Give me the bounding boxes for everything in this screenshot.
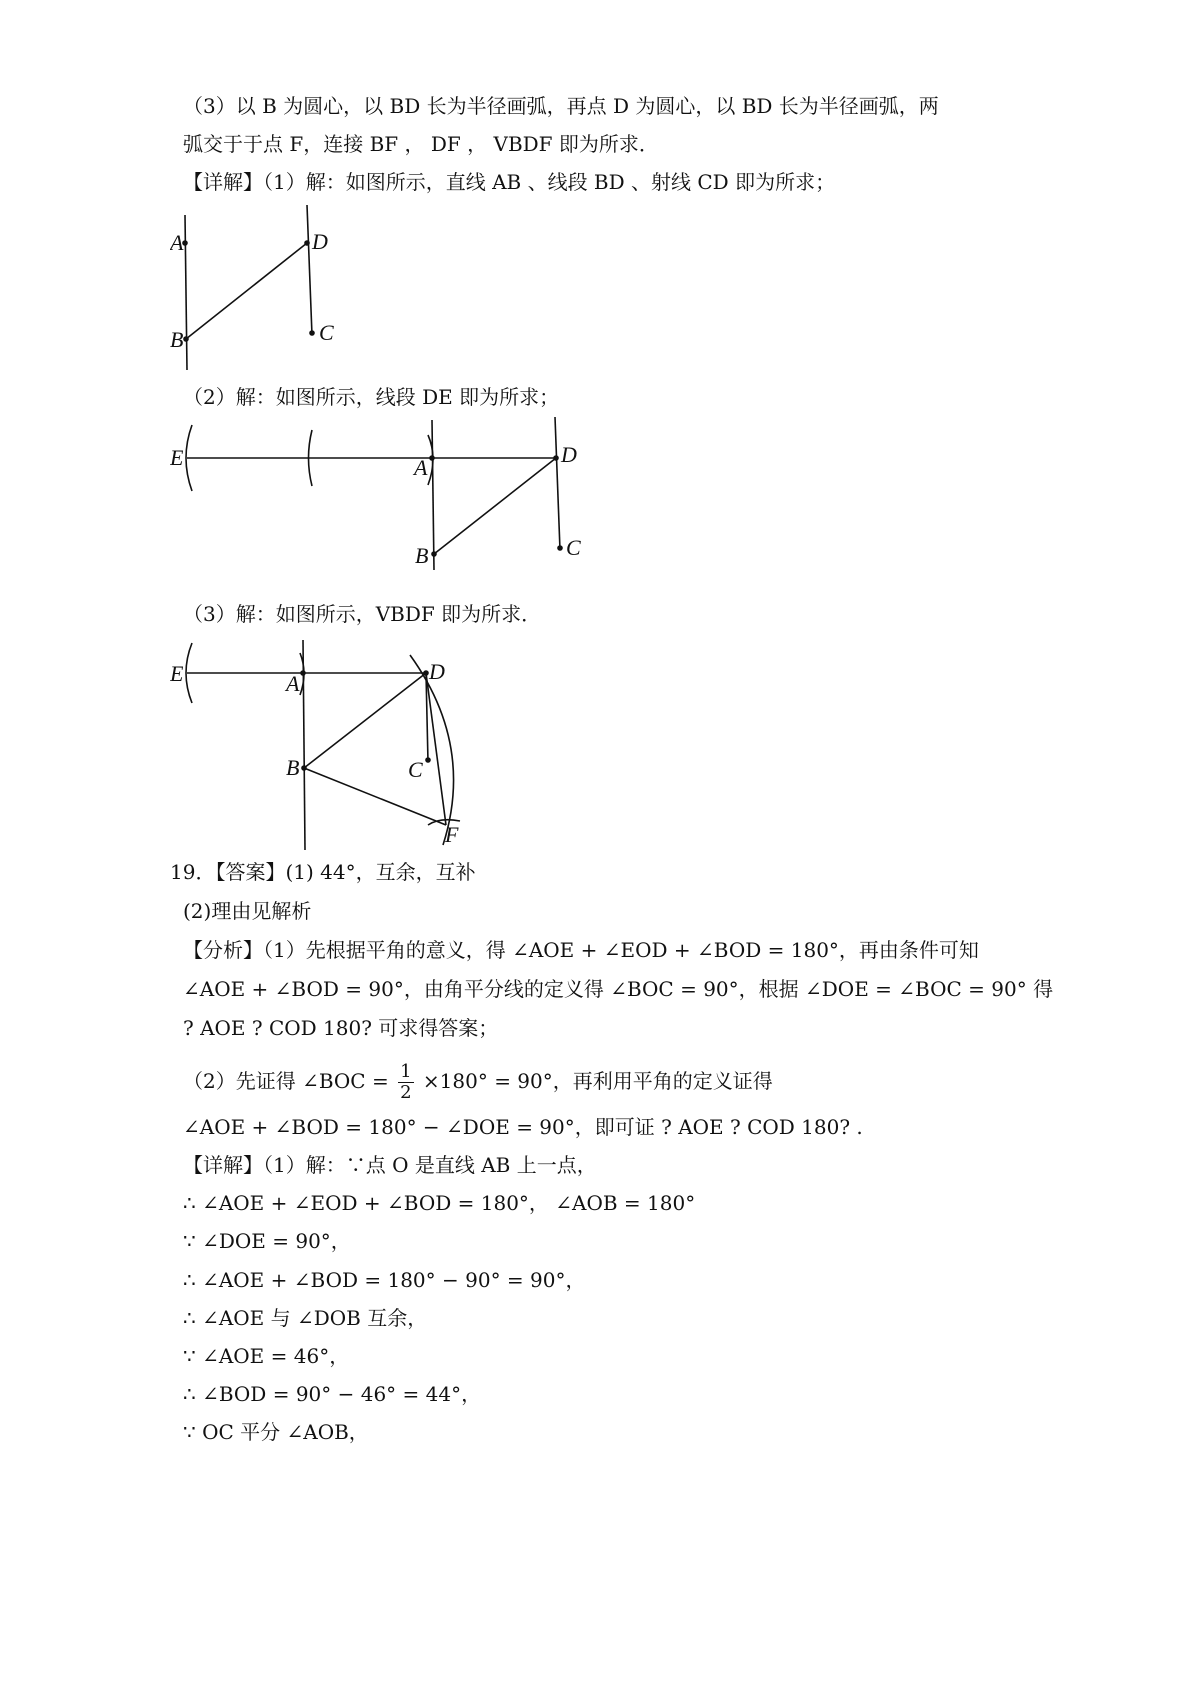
segment-bd — [434, 458, 556, 554]
label-c: C — [319, 320, 334, 345]
ray-cd — [307, 205, 312, 335]
ray-cd — [555, 417, 560, 550]
point-d — [304, 240, 310, 246]
label-b: B — [170, 327, 184, 352]
figure-2 — [170, 415, 620, 579]
text-line-9: ∠AOE + ∠BOD = 90°，由角平分线的定义得 ∠BOC = 90°，根据 ∠DOE = ∠BOC = 90° 得 — [183, 977, 1054, 1001]
text-line-17: ∴ ∠AOE 与 ∠DOB 互余， — [183, 1306, 428, 1330]
point-a — [300, 670, 306, 676]
text-line-7: (2)理由见解析 — [183, 899, 312, 923]
fraction — [398, 1062, 413, 1103]
text-line-4: （2）解：如图所示，线段 DE 即为所求； — [183, 385, 560, 409]
point-b — [183, 336, 189, 342]
text-line-16: ∴ ∠AOE + ∠BOD = 180° − 90° = 90°， — [183, 1268, 586, 1292]
label-f: F — [445, 822, 459, 847]
segment-bf — [304, 768, 446, 825]
text-line-20: ∵ OC 平分 ∠AOB， — [183, 1420, 369, 1444]
figure-1 — [170, 200, 390, 379]
text-line-11 — [183, 1062, 773, 1103]
point-d — [423, 670, 429, 676]
text-line-14: ∴ ∠AOE + ∠EOD + ∠BOD = 180°， ∠AOB = 180° — [183, 1191, 696, 1215]
label-a: A — [414, 455, 428, 480]
text-line-8: 【分析】（1）先根据平角的意义，得 ∠AOE + ∠EOD + ∠BOD = 180°，再由条件可知 — [183, 938, 979, 962]
point-a — [429, 455, 435, 461]
segment-bd — [186, 243, 307, 339]
text-line-5: （3）解：如图所示，VBDF 即为所求． — [183, 602, 542, 626]
text-line-10: ? AOE ? COD 180? 可求得答案； — [183, 1016, 499, 1040]
label-d: D — [561, 442, 577, 467]
text-line-15: ∵ ∠DOE = 90°， — [183, 1229, 351, 1253]
label-b: B — [415, 543, 429, 568]
label-a: A — [170, 230, 184, 255]
figure-1-diagram — [170, 200, 390, 375]
label-b: B — [286, 755, 300, 780]
label-d: D — [429, 659, 445, 684]
line-ab — [185, 215, 187, 370]
text-line-18: ∵ ∠AOE = 46°， — [183, 1344, 350, 1368]
label-e: E — [170, 445, 184, 470]
text-line-13: 【详解】（1）解：∵点 O 是直线 AB 上一点， — [183, 1153, 597, 1177]
text-line-11-b: ×180° = 90°，再利用平角的定义证得 — [422, 1069, 773, 1093]
text-line-3: 【详解】（1）解：如图所示，直线 AB 、线段 BD 、射线 CD 即为所求； — [183, 170, 836, 194]
text-line-1: （3）以 B 为圆心，以 BD 长为半径画弧，再点 D 为圆心，以 BD 长为半径画弧，两 — [183, 94, 939, 118]
figure-2-diagram — [170, 415, 620, 575]
label-c: C — [408, 757, 423, 782]
fraction-numerator: 1 — [400, 1061, 412, 1082]
point-c — [425, 757, 431, 763]
fraction-denominator: 2 — [400, 1082, 412, 1103]
segment-bd — [304, 673, 426, 768]
answer-heading: 19．【答案】(1) 44°，互余，互补 — [170, 860, 476, 884]
point-c — [557, 545, 563, 551]
point-d — [553, 455, 559, 461]
label-c: C — [566, 535, 581, 560]
text-line-12: ∠AOE + ∠BOD = 180° − ∠DOE = 90°，即可证 ? AOE ? COD 180? . — [183, 1115, 863, 1139]
label-e: E — [170, 661, 184, 686]
label-a: A — [286, 671, 300, 696]
figure-3 — [170, 635, 510, 854]
line-ab — [432, 420, 434, 570]
point-b — [301, 765, 307, 771]
point-c — [309, 330, 315, 336]
point-b — [431, 551, 437, 557]
text-line-2: 弧交于于点 F，连接 BF ， DF ， VBDF 即为所求． — [183, 132, 659, 156]
segment-df — [426, 673, 446, 825]
label-d: D — [312, 229, 328, 254]
text-line-11-a: （2）先证得 ∠BOC = — [183, 1069, 389, 1093]
text-line-19: ∴ ∠BOD = 90° − 46° = 44°， — [183, 1382, 482, 1406]
figure-3-diagram — [170, 635, 510, 850]
